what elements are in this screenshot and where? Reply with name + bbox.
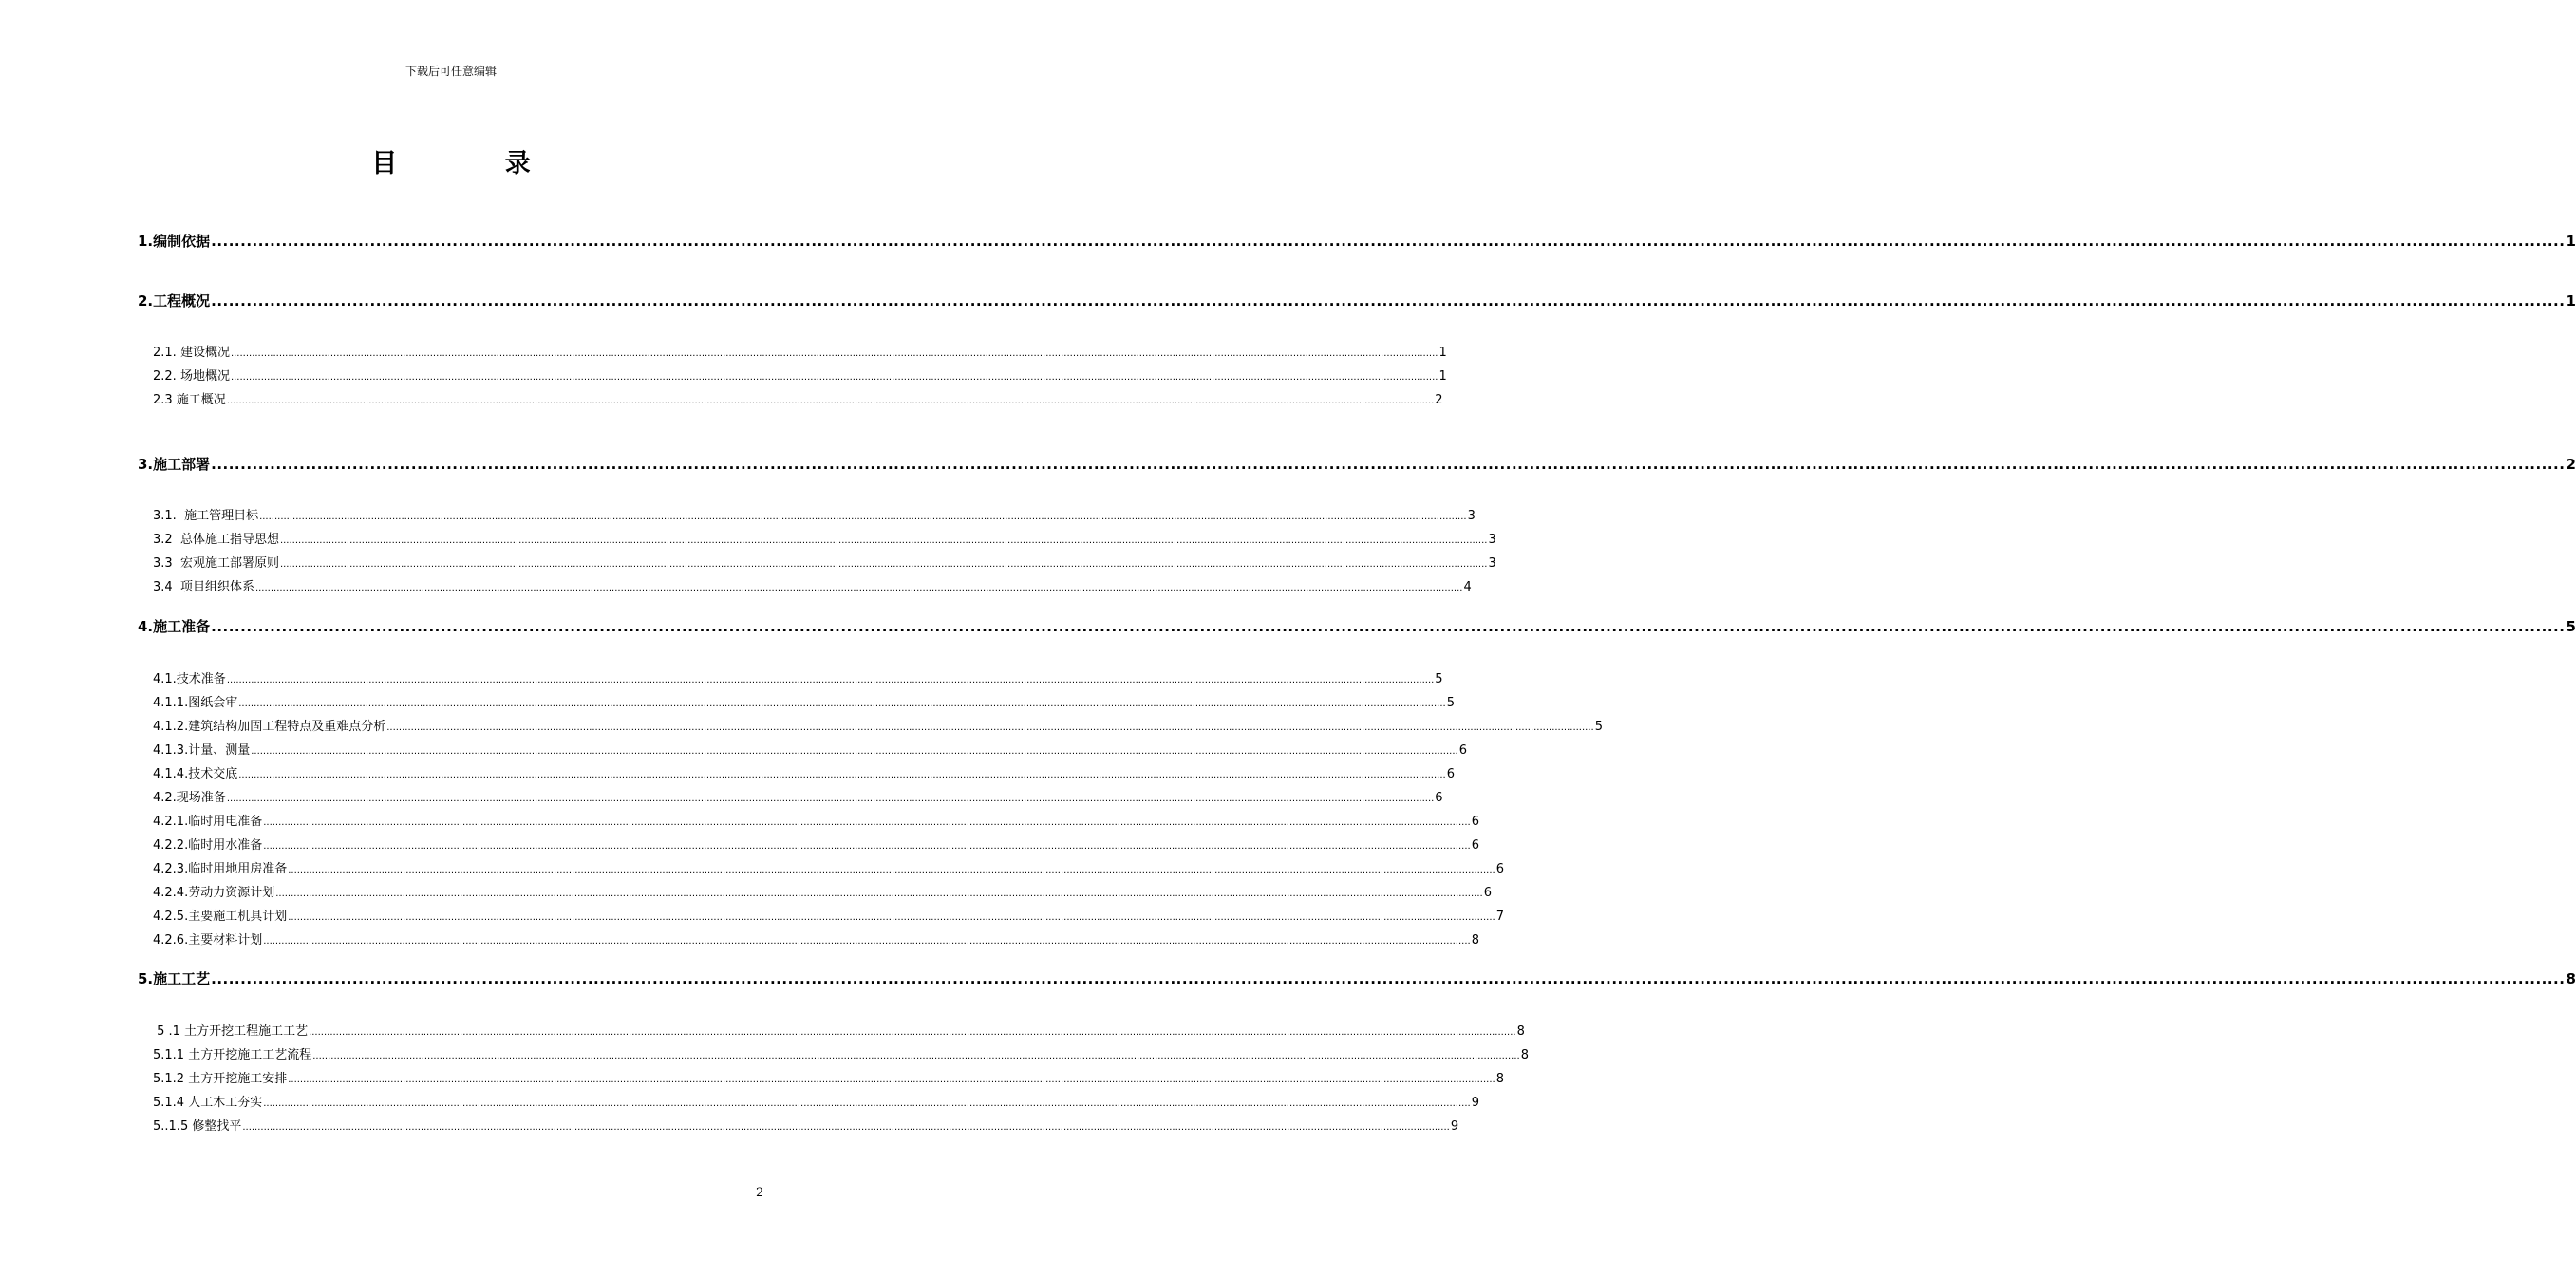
- toc-entry-label: 2.2. 场地概况: [153, 369, 230, 384]
- toc-dot-leader: ................................................................................................................................................................................................................................................................................................................................................................................................................: [254, 583, 1463, 593]
- toc-entry-label: 4.1.2.建筑结构加固工程特点及重难点分析: [153, 720, 386, 734]
- toc-dot-leader: ................................................................................................................................................................................................................................................................................................................................................................................................................: [238, 699, 1446, 709]
- toc-dot-leader: ................................................................................................................................................................................................................................................................................................................................................................................................................: [230, 348, 1438, 359]
- toc-section-entry[interactable]: [153, 1116, 1459, 1134]
- toc-entry-page: 8: [1471, 933, 1479, 948]
- toc-section-entry[interactable]: [153, 1044, 1529, 1062]
- toc-entry-label: 4.1.1.图纸会审: [153, 696, 238, 710]
- toc-section-entry[interactable]: [153, 342, 1447, 360]
- toc-entry-label: 4.1.4.技术交底: [153, 767, 238, 781]
- toc-entry-label: 5.1.2 土方开挖施工安排: [153, 1072, 288, 1086]
- toc-entry-label: 3.3 宏观施工部署原则: [153, 556, 279, 571]
- toc-entry-page: 9: [1471, 1096, 1479, 1110]
- toc-entry-page: 3: [1488, 533, 1496, 547]
- toc-entry-label: 4.1.3.计量、测量: [153, 743, 251, 758]
- toc-section-entry[interactable]: [153, 668, 1443, 686]
- toc-entry-page: 3: [1488, 556, 1496, 571]
- toc-entry-page: 4: [1463, 580, 1472, 594]
- toc-entry-page: 1: [1438, 369, 1447, 384]
- toc-entry-label: 5.1.4 人工木工夯实: [153, 1096, 263, 1110]
- toc-entry-page: 6: [1471, 815, 1479, 829]
- toc-entry-page: 8: [1495, 1072, 1504, 1086]
- toc-dot-leader: ................................................................................................................................................................................................................................................................................................................................................................................................................: [238, 770, 1446, 780]
- toc-section-entry[interactable]: [153, 787, 1443, 805]
- toc-entry-page: 6: [1446, 767, 1455, 781]
- toc-entry-label: 5..1.5 修整找平: [153, 1119, 242, 1134]
- toc-section-entry[interactable]: [153, 389, 1443, 407]
- page-number: 2: [756, 1186, 764, 1200]
- toc-entry-page: 6: [1471, 838, 1479, 853]
- toc-entry-label: 4.1.技术准备: [153, 672, 226, 686]
- toc-chapter-entry[interactable]: [138, 231, 2576, 251]
- toc-entry-label: 3.2 总体施工指导思想: [153, 533, 279, 547]
- toc-dot-leader: ................................................................................................................................................................................................................................................................................................................................................................................................................: [309, 1027, 1516, 1038]
- toc-dot-leader: ................................................................................................................................................................................................................................................................................................................................................................................................................: [263, 841, 1471, 852]
- toc-dot-leader: ................................................................................................................................................................................................................................................................................................................................................................................................................: [288, 912, 1495, 923]
- toc-dot-leader: ................................................................................................................................................................................................................................................................................................................................................................................................................: [211, 618, 2566, 635]
- toc-entry-page: 7: [1495, 910, 1504, 924]
- toc-entry-label: 4.2.2.临时用水准备: [153, 838, 263, 853]
- toc-section-entry[interactable]: [153, 505, 1476, 523]
- toc-entry-page: 1: [1438, 346, 1447, 360]
- toc-entry-label: 2.3 施工概况: [153, 393, 226, 407]
- toc-dot-leader: ................................................................................................................................................................................................................................................................................................................................................................................................................: [211, 970, 2566, 987]
- toc-entry-page: 6: [1495, 862, 1504, 876]
- toc-entry-page: 5: [1446, 696, 1455, 710]
- toc-entry-label: 2.工程概况: [138, 292, 211, 310]
- toc-entry-page: 3: [1467, 509, 1476, 523]
- toc-section-entry[interactable]: [153, 740, 1467, 758]
- toc-section-entry[interactable]: [153, 692, 1455, 710]
- toc-dot-leader: ................................................................................................................................................................................................................................................................................................................................................................................................................: [275, 889, 1483, 899]
- toc-entry-page: 2: [1435, 393, 1443, 407]
- toc-chapter-entry[interactable]: [138, 968, 2576, 988]
- toc-dot-leader: ................................................................................................................................................................................................................................................................................................................................................................................................................: [211, 233, 2566, 250]
- toc-entry-page: 8: [2566, 970, 2576, 987]
- toc-entry-label: 3.1. 施工管理目标: [153, 509, 259, 523]
- toc-entry-label: 4.2.现场准备: [153, 791, 226, 805]
- toc-dot-leader: ................................................................................................................................................................................................................................................................................................................................................................................................................: [288, 1075, 1495, 1085]
- toc-entry-label: 3.4 项目组织体系: [153, 580, 254, 594]
- toc-entry-label: 4.2.4.劳动力资源计划: [153, 886, 275, 900]
- toc-entry-page: 2: [2566, 456, 2576, 473]
- toc-dot-leader: ................................................................................................................................................................................................................................................................................................................................................................................................................: [211, 456, 2566, 473]
- toc-dot-leader: ................................................................................................................................................................................................................................................................................................................................................................................................................: [279, 559, 1488, 570]
- toc-section-entry[interactable]: [153, 553, 1496, 571]
- toc-entry-page: 1: [2566, 292, 2576, 310]
- toc-dot-leader: ................................................................................................................................................................................................................................................................................................................................................................................................................: [211, 292, 2566, 310]
- toc-entry-label: 5.施工工艺: [138, 970, 211, 987]
- toc-entry-page: 1: [2566, 233, 2576, 250]
- toc-section-entry[interactable]: [153, 811, 1479, 829]
- toc-dot-leader: ................................................................................................................................................................................................................................................................................................................................................................................................................: [263, 936, 1471, 947]
- toc-section-entry[interactable]: [153, 858, 1504, 876]
- toc-entry-label: 4.2.1.临时用电准备: [153, 815, 263, 829]
- toc-chapter-entry[interactable]: [138, 616, 2576, 636]
- toc-dot-leader: ................................................................................................................................................................................................................................................................................................................................................................................................................: [263, 1098, 1471, 1109]
- toc-entry-page: 6: [1483, 886, 1492, 900]
- toc-dot-leader: ................................................................................................................................................................................................................................................................................................................................................................................................................: [259, 512, 1467, 522]
- toc-chapter-entry[interactable]: [138, 454, 2576, 474]
- toc-section-entry[interactable]: [153, 835, 1479, 853]
- toc-entry-label: 4.2.3.临时用地用房准备: [153, 862, 288, 876]
- toc-dot-leader: ................................................................................................................................................................................................................................................................................................................................................................................................................: [226, 675, 1435, 685]
- toc-entry-label: 5.1.1 土方开挖施工工艺流程: [153, 1048, 312, 1062]
- toc-dot-leader: ................................................................................................................................................................................................................................................................................................................................................................................................................: [386, 722, 1594, 733]
- toc-entry-page: 5: [2566, 618, 2576, 635]
- toc-entry-page: 6: [1435, 791, 1443, 805]
- page-title: 目 录: [371, 149, 580, 178]
- toc-section-entry[interactable]: [153, 716, 1603, 734]
- toc-entry-page: 8: [1516, 1024, 1525, 1039]
- toc-section-entry[interactable]: [153, 529, 1496, 547]
- toc-section-entry[interactable]: [153, 366, 1447, 384]
- toc-entry-label: 3.施工部署: [138, 456, 211, 473]
- toc-entry-label: 2.1. 建设概况: [153, 346, 230, 360]
- toc-entry-page: 5: [1435, 672, 1443, 686]
- toc-entry-label: 4.2.6.主要材料计划: [153, 933, 263, 948]
- toc-section-entry[interactable]: [153, 1092, 1479, 1110]
- toc-entry-label: 1.编制依据: [138, 233, 211, 250]
- toc-section-entry[interactable]: [153, 906, 1504, 924]
- toc-dot-leader: ................................................................................................................................................................................................................................................................................................................................................................................................................: [288, 865, 1495, 875]
- toc-dot-leader: ................................................................................................................................................................................................................................................................................................................................................................................................................: [230, 372, 1438, 383]
- toc-section-entry[interactable]: [153, 576, 1472, 594]
- toc-entry-label: 4.2.5.主要施工机具计划: [153, 910, 288, 924]
- toc-dot-leader: ................................................................................................................................................................................................................................................................................................................................................................................................................: [279, 535, 1488, 546]
- toc-dot-leader: ................................................................................................................................................................................................................................................................................................................................................................................................................: [226, 396, 1435, 406]
- toc-section-entry[interactable]: [153, 929, 1479, 948]
- toc-entry-label: 5 .1 土方开挖工程施工工艺: [153, 1024, 309, 1039]
- toc-dot-leader: ................................................................................................................................................................................................................................................................................................................................................................................................................: [226, 794, 1435, 804]
- toc-chapter-entry[interactable]: [138, 291, 2576, 310]
- toc-section-entry[interactable]: [153, 1021, 1525, 1039]
- toc-section-entry[interactable]: [153, 1068, 1504, 1086]
- page-header: 下载后可任意编辑: [404, 65, 497, 78]
- toc-dot-leader: ................................................................................................................................................................................................................................................................................................................................................................................................................: [251, 746, 1458, 757]
- toc-section-entry[interactable]: [153, 882, 1492, 900]
- toc-dot-leader: ................................................................................................................................................................................................................................................................................................................................................................................................................: [312, 1051, 1520, 1061]
- toc-entry-page: 8: [1520, 1048, 1529, 1062]
- toc-dot-leader: ................................................................................................................................................................................................................................................................................................................................................................................................................: [263, 817, 1471, 828]
- toc-dot-leader: ................................................................................................................................................................................................................................................................................................................................................................................................................: [242, 1122, 1450, 1133]
- toc-entry-page: 5: [1594, 720, 1603, 734]
- toc-entry-page: 6: [1458, 743, 1467, 758]
- toc-section-entry[interactable]: [153, 763, 1455, 781]
- toc-entry-label: 4.施工准备: [138, 618, 211, 635]
- toc-entry-page: 9: [1450, 1119, 1459, 1134]
